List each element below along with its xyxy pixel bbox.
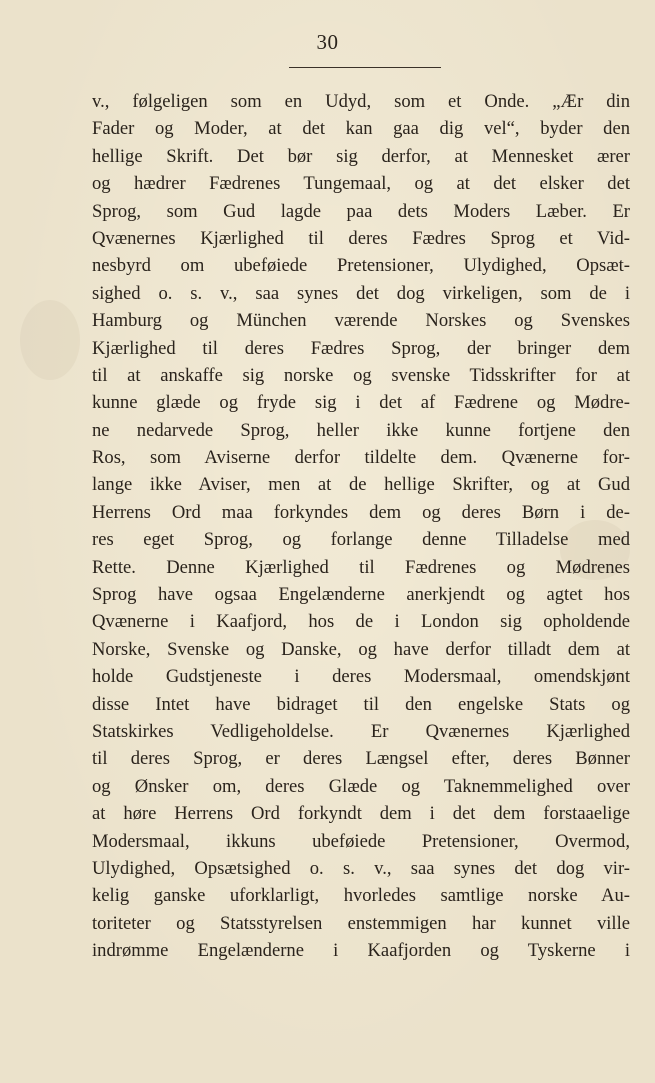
text-line: til at anskaffe sig norske og svenske Tidsskrifter for at bbox=[92, 364, 630, 386]
text-line: at høre Herrens Ord forkyndt dem i det dem forstaaelige bbox=[92, 803, 630, 825]
text-line: indrømme Engelænderne i Kaafjorden og Tyskerne i bbox=[92, 940, 630, 962]
text-line: Qvænerne i Kaafjord, hos de i London sig opholdende bbox=[92, 611, 630, 633]
text-line: kelig ganske uforklarligt, hvorledes samtlige norske Au- bbox=[92, 885, 630, 907]
text-line: Sprog, som Gud lagde paa dets Moders Læber. Er bbox=[92, 200, 630, 222]
text-line: Herrens Ord maa forkyndes dem og deres Børn i de- bbox=[92, 501, 630, 523]
page-number: 30 bbox=[316, 30, 339, 54]
text-line: og Ønsker om, deres Glæde og Taknemmelighed over bbox=[92, 775, 630, 797]
text-line: Statskirkes Vedligeholdelse. Er Qvænernes Kjærlighed bbox=[92, 720, 630, 742]
text-line: Rette. Denne Kjærlighed til Fædrenes og Mødrenes bbox=[92, 556, 630, 578]
text-line: ne nedarvede Sprog, heller ikke kunne fortjene den bbox=[92, 419, 630, 441]
text-line: Ulydighed, Opsætsighed o. s. v., saa synes det dog vir- bbox=[92, 857, 630, 879]
text-line: Qvænernes Kjærlighed til deres Fædres Sprog et Vid- bbox=[92, 227, 630, 249]
text-line: til deres Sprog, er deres Længsel efter, deres Bønner bbox=[92, 748, 630, 770]
text-line: hellige Skrift. Det bør sig derfor, at Mennesket ærer bbox=[92, 145, 630, 167]
paper-stain bbox=[20, 300, 80, 380]
text-line: Modersmaal, ikkuns ubeføiede Pretensioner, Overmod, bbox=[92, 830, 630, 852]
text-line: toriteter og Statsstyrelsen enstemmigen har kunnet ville bbox=[92, 912, 630, 934]
body-text bbox=[92, 88, 630, 965]
text-line: kunne glæde og fryde sig i det af Fædrene og Mødre- bbox=[92, 392, 630, 414]
text-line: og hædrer Fædrenes Tungemaal, og at det elsker det bbox=[92, 173, 630, 195]
text-line: Kjærlighed til deres Fædres Sprog, der bringer dem bbox=[92, 337, 630, 359]
text-line: nesbyrd om ubeføiede Pretensioner, Ulydighed, Opsæt- bbox=[92, 255, 630, 277]
text-line: Sprog have ogsaa Engelænderne anerkjendt og agtet hos bbox=[92, 584, 630, 606]
text-line: disse Intet have bidraget til den engelske Stats og bbox=[92, 693, 630, 715]
text-line: lange ikke Aviser, men at de hellige Skrifter, og at Gud bbox=[92, 474, 630, 496]
text-line: Norske, Svenske og Danske, og have derfor tilladt dem at bbox=[92, 638, 630, 660]
text-line: holde Gudstjeneste i deres Modersmaal, omendskjønt bbox=[92, 666, 630, 688]
text-line: v., følgeligen som en Udyd, som et Onde. „Ær din bbox=[92, 91, 630, 112]
text-line: res eget Sprog, og forlange denne Tilladelse med bbox=[92, 529, 630, 551]
text-line: Fader og Moder, at det kan gaa dig vel“, byder den bbox=[92, 118, 630, 140]
text-line: Ros, som Aviserne derfor tildelte dem. Qvænerne for- bbox=[92, 447, 630, 469]
header-rule bbox=[289, 67, 441, 68]
text-line: Hamburg og München værende Norskes og Svenskes bbox=[92, 310, 630, 332]
text-line: sighed o. s. v., saa synes det dog virkeligen, som de i bbox=[92, 282, 630, 304]
